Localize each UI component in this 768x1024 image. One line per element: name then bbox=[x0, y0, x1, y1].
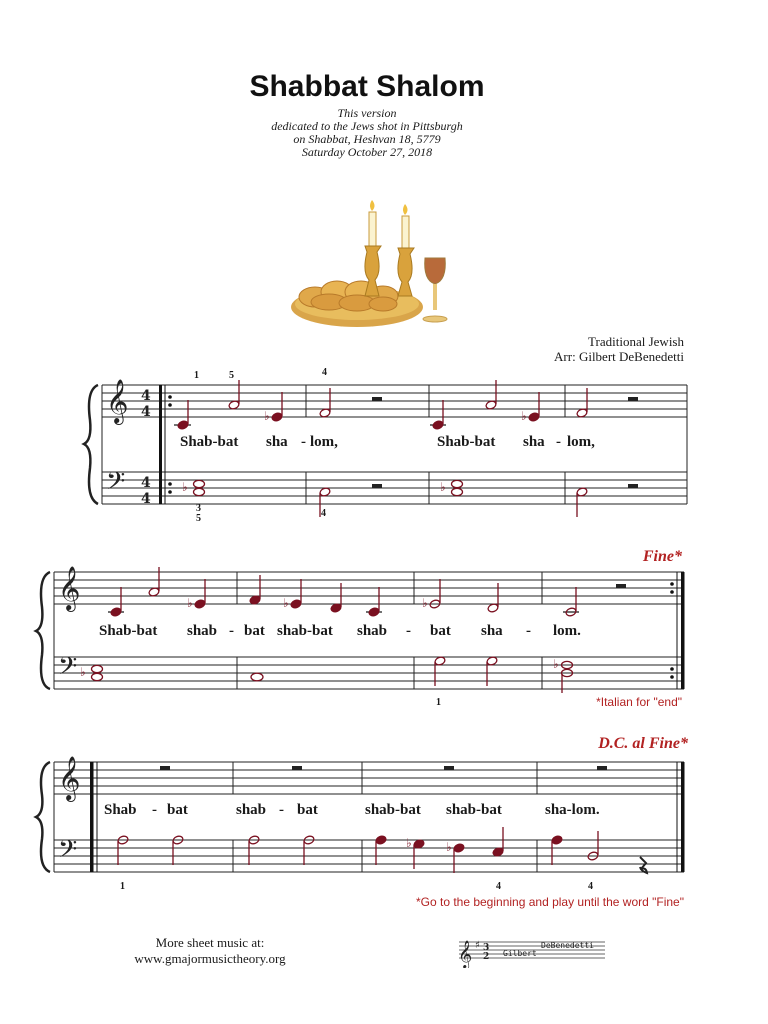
gilbert-debenedetti-logo bbox=[455, 928, 610, 968]
origin: Traditional Jewish bbox=[588, 334, 684, 349]
svg-text:♭: ♭ bbox=[187, 596, 193, 610]
fine-marking: Fine* bbox=[642, 548, 682, 565]
fingering: 4 bbox=[322, 367, 327, 378]
fingering: 4 bbox=[588, 881, 593, 892]
lyric: - bbox=[526, 623, 531, 639]
svg-text:𝄢: 𝄢 bbox=[106, 467, 126, 502]
svg-text:♭: ♭ bbox=[446, 840, 452, 854]
logo-text: Gilbert bbox=[503, 949, 537, 958]
footnote: *Go to the beginning and play until the word "Fine" bbox=[415, 895, 684, 909]
lyric: bat bbox=[297, 802, 318, 818]
system-3-staves bbox=[0, 745, 768, 895]
svg-text:𝄞: 𝄞 bbox=[58, 756, 81, 800]
svg-text:♭: ♭ bbox=[422, 596, 428, 610]
system-1-staves bbox=[0, 360, 768, 530]
dedication-line: on Shabbat, Heshvan 18, 5779 bbox=[293, 132, 441, 146]
website-link[interactable]: www.gmajormusictheory.org bbox=[134, 951, 286, 966]
lyric: Shab bbox=[104, 802, 137, 818]
dedication-line: Saturday October 27, 2018 bbox=[301, 145, 433, 159]
footer-more-music bbox=[110, 935, 310, 967]
lyric: sha bbox=[523, 434, 545, 450]
page-title: Shabbat Shalom bbox=[249, 70, 485, 103]
dedication-line: This version bbox=[337, 106, 397, 120]
svg-text:3: 3 bbox=[483, 943, 490, 953]
lyric: - bbox=[556, 434, 561, 450]
fingering: 1 bbox=[436, 697, 441, 708]
svg-text:♭: ♭ bbox=[553, 657, 559, 671]
dedication-line: dedicated to the Jews shot in Pittsburgh bbox=[271, 119, 463, 133]
lyric: Shab-bat bbox=[180, 434, 239, 450]
lyric: lom. bbox=[553, 623, 581, 639]
svg-text:♯: ♯ bbox=[475, 940, 480, 951]
svg-text:♭: ♭ bbox=[406, 836, 412, 850]
lyric: shab bbox=[357, 623, 388, 639]
fingering: 1 bbox=[194, 370, 199, 381]
svg-text:♭: ♭ bbox=[264, 409, 270, 423]
lyric: - bbox=[301, 434, 306, 450]
lyric: Shab-bat bbox=[99, 623, 158, 639]
svg-text:4: 4 bbox=[141, 491, 151, 507]
lyric: shab-bat bbox=[365, 802, 421, 818]
fingering: 4 bbox=[321, 508, 326, 519]
lyric: shab-bat bbox=[277, 623, 333, 639]
lyric: sha bbox=[266, 434, 288, 450]
lyric: shab-bat bbox=[446, 802, 502, 818]
challah-candles-wine-illustration bbox=[285, 192, 460, 332]
svg-text:♭: ♭ bbox=[440, 480, 446, 494]
svg-text:2: 2 bbox=[483, 952, 490, 962]
lyric: bat bbox=[244, 623, 265, 639]
lyric: Shab-bat bbox=[437, 434, 496, 450]
svg-text:♭: ♭ bbox=[521, 409, 527, 423]
dedication bbox=[0, 107, 734, 159]
svg-text:𝄢: 𝄢 bbox=[58, 835, 78, 870]
footnote: *Italian for "end" bbox=[596, 695, 682, 709]
svg-text:4: 4 bbox=[141, 404, 151, 420]
lyric: shab bbox=[236, 802, 267, 818]
svg-text:4: 4 bbox=[141, 475, 151, 491]
lyric: - bbox=[152, 802, 157, 818]
lyric: - bbox=[279, 802, 284, 818]
fingering: 1 bbox=[120, 881, 125, 892]
lyric: sha bbox=[481, 623, 503, 639]
lyric: shab bbox=[187, 623, 218, 639]
fingering: 4 bbox=[496, 881, 501, 892]
dc-al-fine-marking: D.C. al Fine* bbox=[598, 735, 688, 752]
svg-text:𝄞: 𝄞 bbox=[58, 566, 81, 610]
arranger: Arr: Gilbert DeBenedetti bbox=[554, 349, 684, 364]
lyric: sha-lom. bbox=[545, 802, 600, 818]
lyric: lom, bbox=[567, 434, 595, 450]
lyric: - bbox=[229, 623, 234, 639]
svg-text:𝄢: 𝄢 bbox=[58, 652, 78, 687]
more-label: More sheet music at: bbox=[155, 935, 265, 950]
lyric: lom, bbox=[310, 434, 338, 450]
fingering: 5 bbox=[196, 513, 201, 524]
svg-text:𝄞: 𝄞 bbox=[458, 940, 473, 968]
fingering: 3 bbox=[196, 503, 201, 514]
svg-text:♭: ♭ bbox=[283, 596, 289, 610]
fingering: 5 bbox=[229, 370, 234, 381]
svg-text:4: 4 bbox=[141, 388, 151, 404]
lyric: bat bbox=[430, 623, 451, 639]
svg-text:♭: ♭ bbox=[80, 665, 86, 679]
lyric: - bbox=[406, 623, 411, 639]
svg-text:♭: ♭ bbox=[182, 480, 188, 494]
lyric: bat bbox=[167, 802, 188, 818]
svg-text:𝄞: 𝄞 bbox=[106, 379, 129, 423]
logo-text: DeBenedetti bbox=[541, 941, 594, 950]
